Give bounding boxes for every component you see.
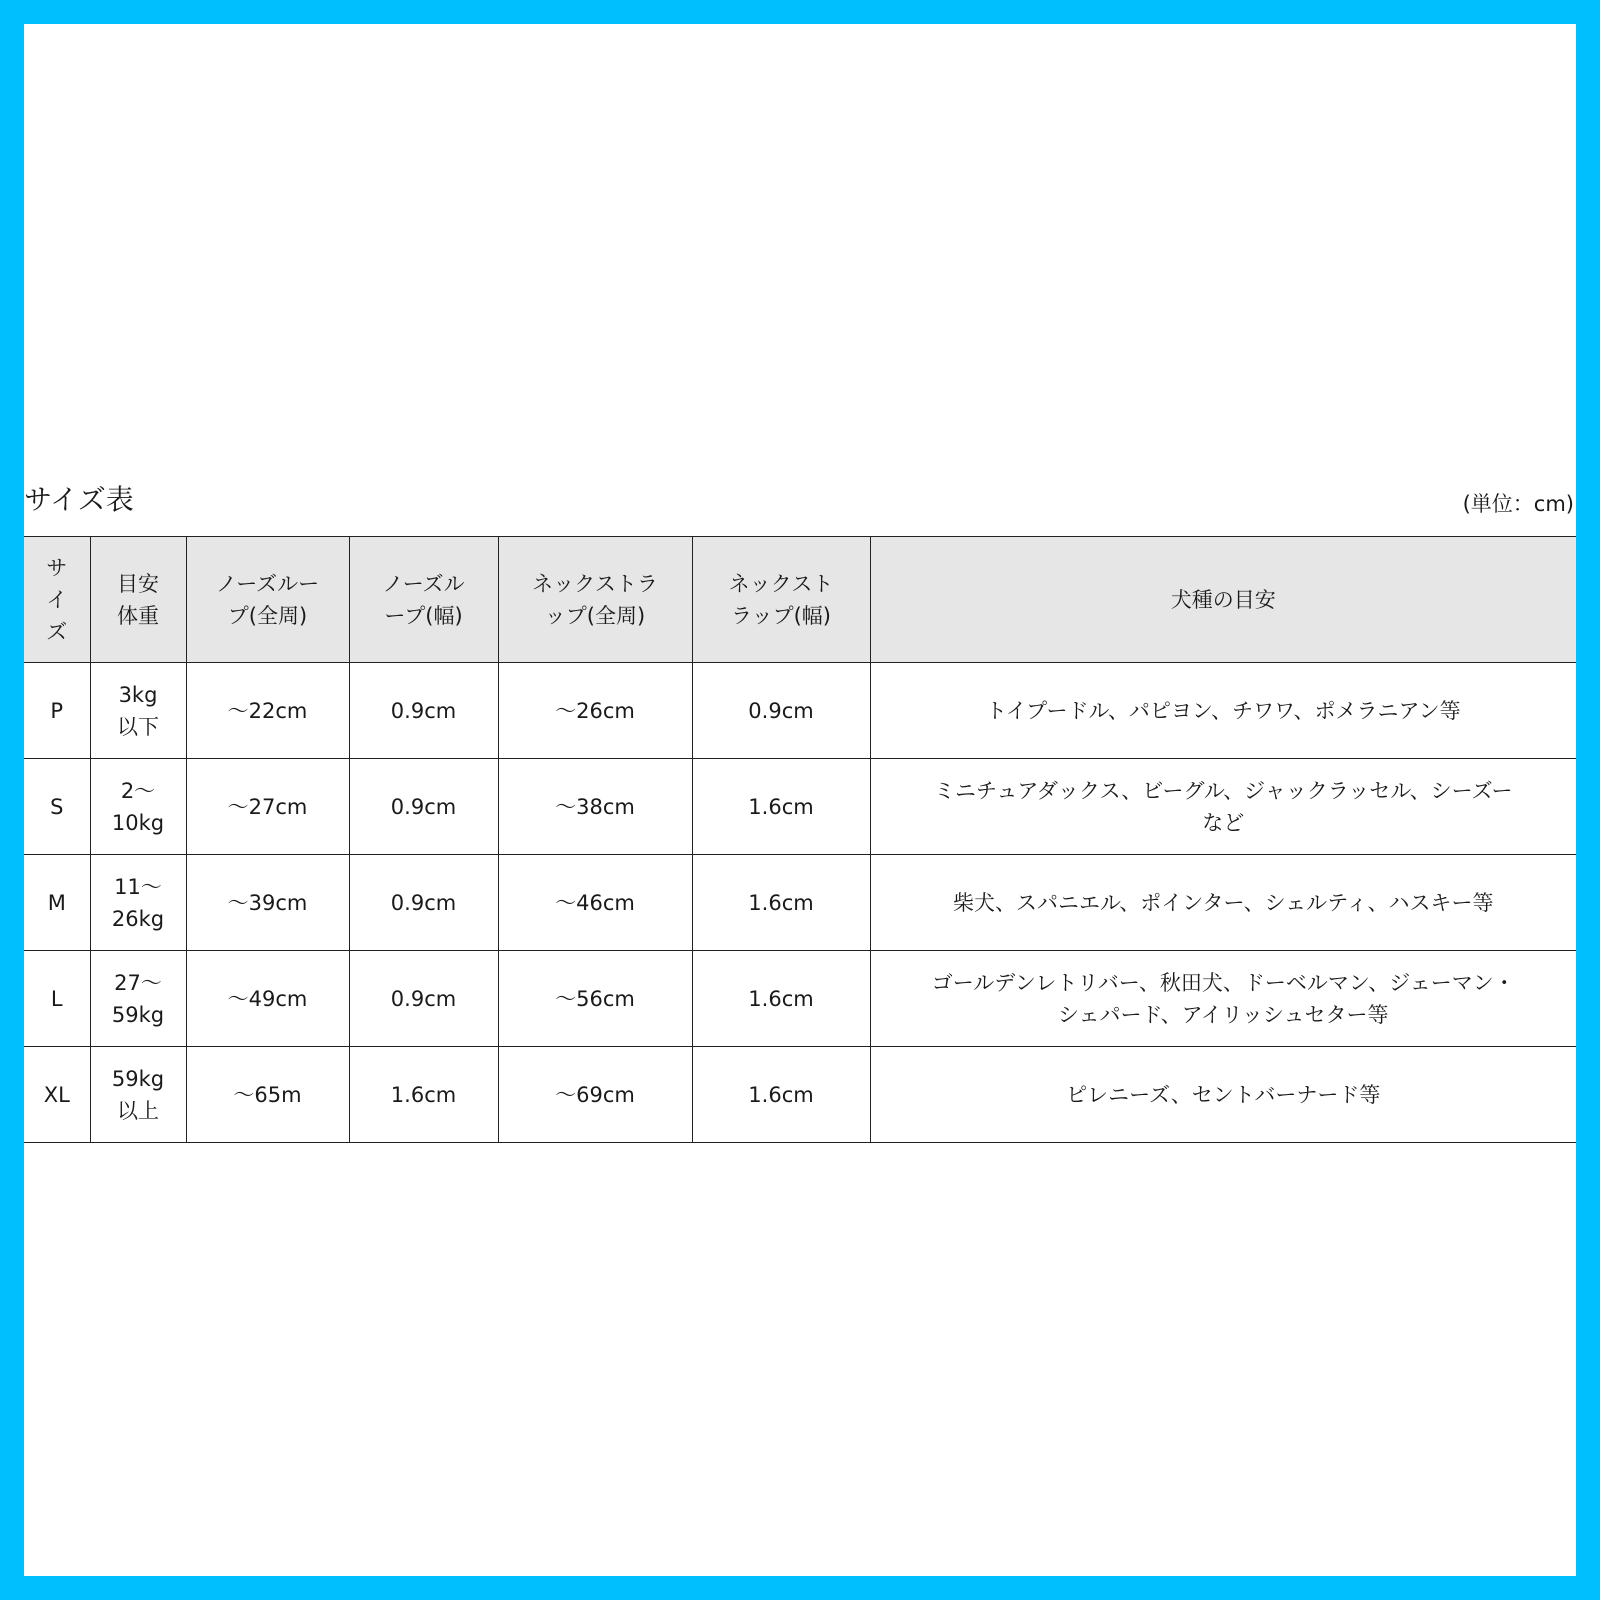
cell-breeds: ピレニーズ、セントバーナード等 bbox=[870, 1047, 1576, 1143]
cell-neck-strap-full: 〜69cm bbox=[498, 1047, 692, 1143]
cell-size: P bbox=[24, 663, 90, 759]
cell-neck-strap-full: 〜26cm bbox=[498, 663, 692, 759]
header-size: サイズ bbox=[24, 537, 90, 663]
cell-size: L bbox=[24, 951, 90, 1047]
cell-nose-loop-width: 0.9cm bbox=[349, 855, 498, 951]
header-breeds: 犬種の目安 bbox=[870, 537, 1576, 663]
size-table bbox=[24, 536, 1576, 1143]
cell-weight: 11〜 26kg bbox=[90, 855, 186, 951]
cell-nose-loop-width: 0.9cm bbox=[349, 663, 498, 759]
cell-neck-strap-width: 1.6cm bbox=[692, 855, 870, 951]
cell-neck-strap-full: 〜38cm bbox=[498, 759, 692, 855]
header-nose-loop-full: ノーズルー プ(全周) bbox=[186, 537, 349, 663]
cell-weight: 2〜 10kg bbox=[90, 759, 186, 855]
cell-size: S bbox=[24, 759, 90, 855]
cell-neck-strap-width: 1.6cm bbox=[692, 759, 870, 855]
cell-neck-strap-full: 〜46cm bbox=[498, 855, 692, 951]
cell-breeds: ゴールデンレトリバー、秋田犬、ドーベルマン、ジェーマン・ シェパード、アイリッシュセター等 bbox=[870, 951, 1576, 1047]
cell-neck-strap-width: 1.6cm bbox=[692, 1047, 870, 1143]
cell-nose-loop-width: 1.6cm bbox=[349, 1047, 498, 1143]
cell-weight: 27〜 59kg bbox=[90, 951, 186, 1047]
table-row bbox=[24, 663, 1576, 759]
header-neck-strap-width: ネックスト ラップ(幅) bbox=[692, 537, 870, 663]
cell-size: M bbox=[24, 855, 90, 951]
cell-nose-loop-full: 〜65m bbox=[186, 1047, 349, 1143]
table-row bbox=[24, 951, 1576, 1047]
header-neck-strap-full: ネックストラ ップ(全周) bbox=[498, 537, 692, 663]
cell-breeds: 柴犬、スパニエル、ポインター、シェルティ、ハスキー等 bbox=[870, 855, 1576, 951]
cell-nose-loop-full: 〜22cm bbox=[186, 663, 349, 759]
header-row bbox=[24, 537, 1576, 663]
header-nose-loop-width: ノーズル ープ(幅) bbox=[349, 537, 498, 663]
cell-breeds: トイプードル、パピヨン、チワワ、ポメラニアン等 bbox=[870, 663, 1576, 759]
cell-neck-strap-width: 0.9cm bbox=[692, 663, 870, 759]
cell-nose-loop-width: 0.9cm bbox=[349, 951, 498, 1047]
cell-weight: 3kg 以下 bbox=[90, 663, 186, 759]
cell-weight: 59kg 以上 bbox=[90, 1047, 186, 1143]
page-canvas bbox=[24, 24, 1576, 1576]
table-row bbox=[24, 759, 1576, 855]
header-weight: 目安 体重 bbox=[90, 537, 186, 663]
page-title: サイズ表 bbox=[24, 483, 134, 516]
cell-nose-loop-width: 0.9cm bbox=[349, 759, 498, 855]
cell-neck-strap-width: 1.6cm bbox=[692, 951, 870, 1047]
cell-size: XL bbox=[24, 1047, 90, 1143]
table-row bbox=[24, 1047, 1576, 1143]
cell-breeds: ミニチュアダックス、ビーグル、ジャックラッセル、シーズー など bbox=[870, 759, 1576, 855]
table-row bbox=[24, 855, 1576, 951]
unit-note: (単位：cm) bbox=[1462, 492, 1574, 516]
cell-nose-loop-full: 〜49cm bbox=[186, 951, 349, 1047]
cell-neck-strap-full: 〜56cm bbox=[498, 951, 692, 1047]
cell-nose-loop-full: 〜39cm bbox=[186, 855, 349, 951]
cell-nose-loop-full: 〜27cm bbox=[186, 759, 349, 855]
